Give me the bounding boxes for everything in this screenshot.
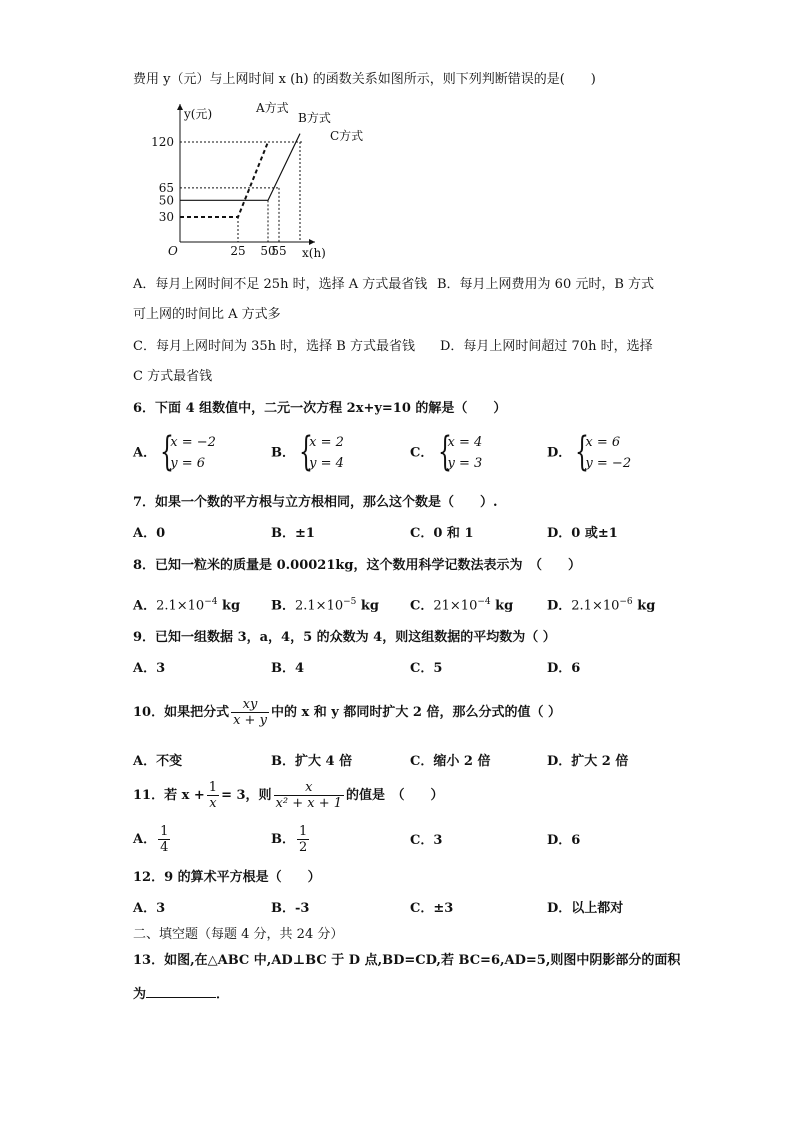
q8-stem: 8．已知一粒米的质量是 0.00021kg，这个数用科学记数法表示为 （ ） xyxy=(133,558,581,573)
series-line-1 xyxy=(180,134,300,201)
q6-option-b: B． { x = 2 y = 4 xyxy=(271,429,344,475)
series-label-c: C方式 xyxy=(330,129,364,143)
q12-option-b: B．-3 xyxy=(271,901,310,916)
q7-option-a: A．0 xyxy=(133,526,166,541)
q12-option-a: A．3 xyxy=(133,901,166,916)
q5-option-a: A．每月上网时间不足 25h 时，选择 A 方式最省钱 xyxy=(133,277,428,292)
y-tick-label: 65 xyxy=(158,180,174,195)
q6-option-a: A． { x = −2 y = 6 xyxy=(133,429,216,475)
section-heading: 二、填空题（每题 4 分，共 24 分） xyxy=(133,927,344,942)
q10-option-c: C．缩小 2 倍 xyxy=(410,754,491,769)
q8-option-c: C．$21\times 10^{-4}$ kg xyxy=(410,597,514,614)
series-label-a: A方式 xyxy=(256,101,289,115)
q6-option-d: D． { x = 6 y = −2 xyxy=(547,429,632,475)
q9-option-a: A．3 xyxy=(133,661,166,676)
y-tick-label: 30 xyxy=(158,210,174,224)
origin-label: O xyxy=(168,244,178,258)
q8-option-d: D．$2.1\times 10^{-6}$ kg xyxy=(547,597,656,614)
q11-stem: 11．若 x + $\frac{1}{x}$ = 3，则 $\frac{x}{\text{x² + x + 1}}$ 的值是 （ ） xyxy=(133,780,444,811)
q12-option-c: C．±3 xyxy=(410,901,454,916)
q12-option-d: D．以上都对 xyxy=(547,901,624,916)
q9-option-b: B．4 xyxy=(271,661,305,676)
x-axis-label: x(h) xyxy=(302,246,326,260)
q9-stem: 9．已知一组数据 3，a，4，5 的众数为 4，则这组数据的平均数为（ ） xyxy=(133,630,556,645)
x-axis-arrow xyxy=(309,239,315,245)
q5-option-d-cont: C 方式最省钱 xyxy=(133,369,213,384)
answer-blank[interactable] xyxy=(146,985,216,998)
q8-option-a: A．$2.1\times 10^{-4}$ kg xyxy=(133,597,241,614)
x-tick-label: 25 xyxy=(230,244,246,258)
q7-option-d: D．0 或±1 xyxy=(547,526,618,541)
q5-option-b: B．每月上网费用为 60 元时，B 方式 xyxy=(437,277,655,292)
q6-stem: 6．下面 4 组数值中，二元一次方程 2x+y=10 的解是（ ） xyxy=(133,401,507,416)
q5-chart xyxy=(140,100,364,260)
q7-option-b: B．±1 xyxy=(271,526,315,541)
q7-stem: 7．如果一个数的平方根与立方根相同，那么这个数是（ ）. xyxy=(133,495,498,510)
q10-option-d: D．扩大 2 倍 xyxy=(547,754,629,769)
q12-stem: 12．9 的算术平方根是（ ） xyxy=(133,870,321,885)
y-axis-arrow xyxy=(177,104,183,110)
q13-stem-cont: 为 ． xyxy=(133,987,230,1002)
q9-option-d: D．6 xyxy=(547,661,581,676)
series-line-0 xyxy=(180,142,268,217)
q6-option-c: C． { x = 4 y = 3 xyxy=(410,429,483,475)
q11-option-a: A． $\frac{1}{4}$ xyxy=(133,824,169,855)
y-tick-label: 50 xyxy=(158,193,174,208)
x-tick-label: 55 xyxy=(271,244,287,258)
q5-option-c: C．每月上网时间为 35h 时，选择 B 方式最省钱 xyxy=(133,339,415,354)
y-axis-label: y(元) xyxy=(184,107,213,121)
y-tick-label: 120 xyxy=(151,135,174,149)
q11-option-b: B． $\frac{1}{2}$ xyxy=(271,824,308,855)
q10-option-a: A．不变 xyxy=(133,754,183,769)
q5-stem: 费用 y（元）与上网时间 x (h) 的函数关系如图所示，则下列判断错误的是( ) xyxy=(133,72,596,87)
q11-option-d: D．6 xyxy=(547,833,581,848)
x-tick-label: 50 xyxy=(260,244,276,258)
q7-option-c: C．0 和 1 xyxy=(410,526,474,541)
q10-stem: 10．如果把分式 $\frac{xy}{x + y}$ 中的 x 和 y 都同时扩大 2 倍，那么分式的值（ ） xyxy=(133,697,561,728)
q11-option-c: C．3 xyxy=(410,833,443,848)
q5-option-d: D．每月上网时间超过 70h 时，选择 xyxy=(440,339,653,354)
q9-option-c: C．5 xyxy=(410,661,443,676)
q10-option-b: B．扩大 4 倍 xyxy=(271,754,353,769)
q8-option-b: B．$2.1\times 10^{-5}$ kg xyxy=(271,597,380,614)
q5-option-b-cont: 可上网的时间比 A 方式多 xyxy=(133,307,281,322)
q13-stem: 13．如图,在△ABC 中,AD⊥BC 于 D 点,BD=CD,若 BC=6,AD=5,则图中阴影部分的面积 xyxy=(133,953,681,968)
series-label-b: B方式 xyxy=(298,111,331,125)
